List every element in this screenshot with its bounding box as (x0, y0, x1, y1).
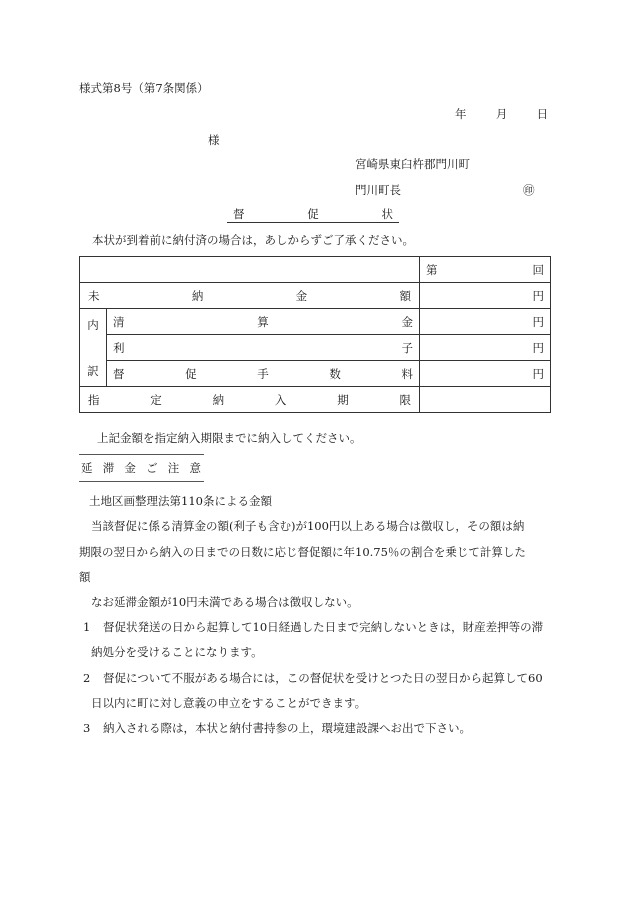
item-3-number: 3 (83, 721, 91, 735)
notice-law: 土地区画整理法第110条による金額 (89, 494, 272, 508)
issuer-name: 門川町長 (355, 183, 401, 197)
pay-instruction: 上記金額を指定納入期限までに納入してください。 (97, 431, 362, 445)
document-title: 督 促 状 (227, 207, 399, 223)
notice-para1-line2: 期限の翌日から納入の日までの日数に応じ督促額に年10.75％の割合を乗じて計算した (79, 545, 526, 559)
count-cell: 第 回 (420, 257, 551, 283)
addressee-suffix: 様 (208, 133, 220, 147)
issuer-org: 宮崎県東臼杵郡門川町 (355, 157, 470, 171)
deadline-value (420, 387, 551, 413)
fee-amount: 円 (420, 361, 551, 387)
item-1-line2: 納処分を受けることになります。 (91, 645, 263, 659)
breakdown-row-settlement (80, 309, 551, 335)
date-year: 年 (455, 107, 467, 121)
notice-rule-bottom (79, 481, 204, 482)
settlement-label: 清 算 金 (107, 309, 420, 335)
item-2-line1: 督促について不服がある場合には，この督促状を受けとつた日の翌日から起算して60 (103, 671, 543, 685)
notice-para1-line3: 額 (79, 570, 91, 584)
date-month: 月 (495, 107, 508, 121)
item-1-number: 1 (83, 620, 91, 634)
item-3-line1: 納入される際は，本状と納付書持参の上，環境建設課へお出で下さい。 (103, 721, 471, 735)
breakdown-label: 内 訳 (80, 309, 107, 387)
notice-heading: 延 滞 金 ご 注 意 (81, 461, 201, 475)
item-2-line2: 日以内に町に対し意義の申立をすることができます。 (91, 696, 367, 710)
amount-table (79, 256, 551, 413)
date-line (455, 107, 548, 121)
seal-mark: ㊞ (523, 183, 535, 197)
notice-rule-top (79, 454, 204, 455)
unpaid-amount: 円 (420, 283, 551, 309)
form-number: 様式第8号（第7条関係） (79, 81, 209, 95)
interest-label: 利 子 (107, 335, 420, 361)
notice-para1-line1: 当該督促に係る清算金の額(利子も含む)が100円以上ある場合は徴収し，その額は納 (91, 519, 525, 533)
date-day: 日 (536, 107, 549, 121)
fee-label: 督 促 手 数 料 (107, 361, 420, 387)
interest-amount: 円 (420, 335, 551, 361)
item-2-number: 2 (83, 671, 91, 685)
breakdown-row-fee (80, 361, 551, 387)
item-1-line1: 督促状発送の日から起算して10日経過した日まで完納しないときは，財産差押等の滞 (103, 620, 544, 634)
breakdown-row-interest (80, 335, 551, 361)
unpaid-row (80, 283, 551, 309)
settlement-amount: 円 (420, 309, 551, 335)
count-row (80, 257, 551, 283)
unpaid-label: 未 納 金 額 (80, 283, 420, 309)
notice-para2: なお延滞金額が10円未満である場合は徴収しない。 (91, 595, 359, 609)
intro-note: 本状が到着前に納付済の場合は，あしからずご了承ください。 (92, 233, 414, 247)
deadline-label: 指 定 納 入 期 限 (80, 387, 420, 413)
deadline-row (80, 387, 551, 413)
